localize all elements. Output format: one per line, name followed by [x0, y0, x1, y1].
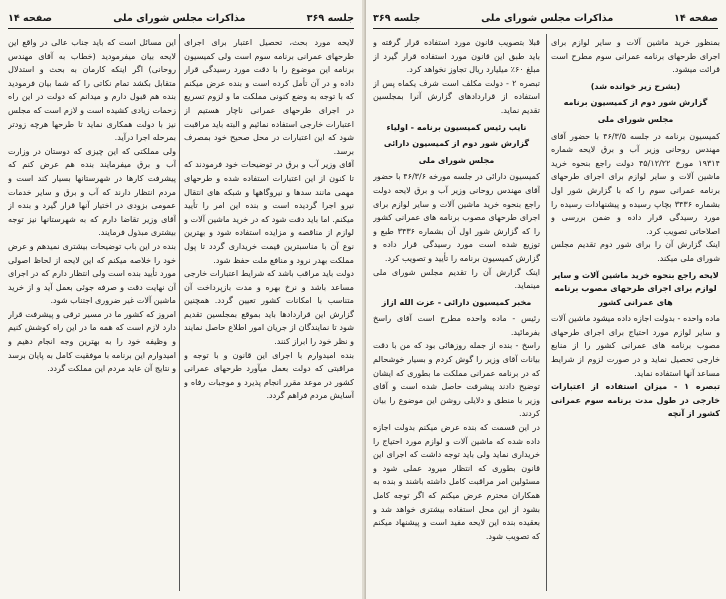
paragraph: ولی مملکتی که این چیزی که دوستان در وزارت آب و برق میفرمایند بنده هم عرض کنم که پیشرفت کارها در شهرستانها بسیار کند است و مردم انتظار دارند که آب و برق و سایر خدمات عمومی بزودی در اختیار آنها قرار گیرد و بنده از آقای وزیر تقاضا دارم که به شهرستانها نیز توجه بیشتری مبذول فرمایند. [8, 145, 176, 238]
page-title: مذاکرات مجلس شورای ملی [113, 12, 246, 24]
section-heading: گزارش شور دوم از کمیسیون برنامه [563, 97, 708, 108]
paragraph: راسخ - بنده از جمله روزهائی بود که من با دقت بیانات آقای وزیر را گوش کردم و بسیار خوشحالم که در برنامه عمرانی مملکت ما بطوری که ایشان توضیح دادند پیشرفت حاصل شده است و آقای وزیر با منطق و دلایلی روشن این موضوع را بیان کردند. [373, 340, 540, 419]
section-heading: مجلس شورای ملی [597, 113, 674, 124]
paragraph: دولت باید مراقب باشد که شرایط اعتبارات خارجی مساعد باشد و نرخ بهره و مدت بازپرداخت آن متناسب با امکانات کشور تعیین گردد. همچنین گزارش این قراردادها باید بموقع بمجلسین تقدیم شود تا نمایندگان از جریان امور اطلاع حاصل نمایند و نظر خود را ابراز کنند. [184, 268, 354, 347]
paragraph: کمیسیون دارائی در جلسه مورخه ۴۶/۳/۶ با حضور آقای مهندس روحانی وزیر آب و برق لایحه دولت راجع بنحوه خرید ماشین آلات و سایر لوازم برای اجرای طرحهای مصوب برنامه های عمرانی کشور را که گزارش شور اول آن بشماره ۳۴۳۶ طبع و توزیع شده است مورد رسیدگی قرار داده و گزارش کمیسیون برنامه را تأیید و تصویب کرد. [373, 171, 540, 263]
paragraph: بنده در این باب توضیحات بیشتری نمیدهم و عرض خود را خلاصه میکنم که این لایحه از لحاظ اصولی مورد تأیید بنده است ولی انتظار دارم که در اجرای آن نهایت دقت و صرفه جوئی بعمل آید و از خرید ماشین آلات غیر ضروری اجتناب شود. [8, 240, 176, 306]
column-divider [546, 34, 547, 591]
session-number: جلسه ۳۶۹ [373, 12, 421, 24]
paragraph: لایحه مورد بحث، تحصیل اعتبار برای اجرای طرحهای عمرانی برنامه سوم است ولی کمیسیون برنامه این موضوع را با دقت مورد رسیدگی قرار داده و در آن تأمل کرده است و بنده عرض میکنم که با توجه به وضع کنونی مملکت ما و لزوم تسریع در اجرای طرحهای عمرانی ناچار هستیم از اعتبارات خارجی استفاده نمائیم و البته باید مراقبت شود که این اعتبارات در محل صحیح خود بمصرف برسد. [184, 37, 354, 156]
page-header [8, 8, 354, 29]
page-number: صفحه ۱۴ [8, 12, 52, 24]
paragraph: این مسائل است که باید جناب عالی در واقع این لایحه بیان میفرمودید (خطاب به آقای مهندس روحانی) اگر اینکه کارمان به بحث و استدلال متقابل بکشد تمام نکاتی را که شما بیان فرمودید بنده هم قبول دارم و میدانم که دولت در این راه زحمات زیادی کشیده است و لازم است که مجلس نیز با دولت همکاری نماید تا طرحها هرچه زودتر بمرحله اجرا درآید. [8, 37, 176, 143]
signature-line: نایب رئیس کمیسیون برنامه - اولیاء [386, 121, 527, 132]
paragraph: در این قسمت که بنده عرض میکنم بدولت اجازه داده شده که ماشین آلات و لوازم مورد احتیاج را خریداری نماید ولی باید توجه داشت که اجرای این قانون بطوری که انتظار میرود عملی شود و مسئولین امر مراقبت کامل داشته باشند و بنده به همکاران محترم عرض میکنم که اگر توجه کامل بشود از این محل استفاده بیشتری خواهد شد و بعقیده بنده این لایحه مفید است و پیشنهاد میکنم که تصویب شود. [373, 422, 540, 541]
session-number: جلسه ۳۶۹ [306, 12, 354, 24]
paragraph: اینک گزارش آن را تقدیم مجلس شورای ملی مینماید. [373, 266, 540, 291]
text-column-1 [551, 36, 720, 593]
note: (بشرح زیر خوانده شد) [590, 80, 681, 91]
column-divider [179, 34, 180, 591]
page-header [373, 8, 718, 29]
paragraph: قبلا بتصویب قانون مورد استفاده قرار گرفته و باید طبق این قانون مورد استفاده قرار گیرد از مبلغ ۶۰٪ میلیارد ریال تجاوز نخواهد کرد. [373, 37, 540, 75]
paragraph: امروز که کشور ما در مسیر ترقی و پیشرفت قرار دارد لازم است که همه ما در این راه کوشش کنیم و وظیفه خود را به بهترین وجه انجام دهیم و امیدوارم این برنامه با موفقیت کامل به پایان برسد و نتایج آن عاید مردم این مملکت گردد. [8, 308, 176, 374]
paragraph: آقای وزیر آب و برق در توضیحات خود فرمودند که تا کنون از این اعتبارات استفاده شده و طرحهای مهمی مانند سدها و نیروگاهها و شبکه های انتقال نیرو اجرا گردیده است و بنده این امر را تأیید میکنم. اما باید دقت شود که در خرید ماشین آلات و لوازم از مناقصه و مزایده استفاده شود و بهترین نوع آن با مناسبترین قیمت خریداری گردد تا پول مملکت بهدر نرود و منافع ملت حفظ شود. [184, 159, 354, 265]
page-title: مذاکرات مجلس شورای ملی [481, 12, 614, 24]
section-heading: لایحه راجع بنحوه خرید ماشین آلات و سایر لوازم برای اجرای طرحهای مصوب برنامه های عمرانی کشور [552, 269, 719, 307]
text-column-2 [8, 36, 176, 593]
section-heading: گزارش شور دوم از کمیسیون دارائی [383, 138, 530, 149]
signature-line: مخبر کمیسیون دارائی - عزت الله ازاز [381, 296, 532, 307]
paragraph: رئیس - ماده واحده مطرح است آقای راسخ بفرمائید. [373, 313, 540, 337]
paragraph: اینک گزارش آن را برای شور دوم تقدیم مجلس شورای ملی میکند. [551, 239, 720, 263]
paragraph: ماده واحده - بدولت اجازه داده میشود ماشین آلات و سایر لوازم مورد احتیاج برای اجرای طرحهای مصوب برنامه های عمرانی کشور را از منابع خارجی تحصیل نماید و در صورت لزوم از شرایط مساعد آنها استفاده نماید. [551, 313, 720, 378]
paragraph: بمنظور خرید ماشین آلات و سایر لوازم برای اجرای طرحهای برنامه عمرانی سوم مطرح است قرائت میشود. [551, 37, 720, 75]
paragraph: بنده امیدوارم با اجرای این قانون و با توجه و مراقبتی که دولت بعمل میآورد طرحهای عمرانی کشور در موعد مقرر انجام پذیرد و موجبات رفاه و آسایش مردم فراهم گردد. [184, 349, 354, 401]
paragraph: کمیسیون برنامه در جلسه ۴۶/۳/۵ با حضور آقای مهندس روحانی وزیر آب و برق لایحه شماره ۱۹۳۱۴ مورخ ۴۵/۱۲/۲۲ دولت راجع بنحوه خرید ماشین آلات و سایر لوازم برای اجرای طرحهای برنامه عمرانی سوم را که با گزارش شور اول بشماره ۳۴۳۶ بچاپ رسیده و پیشنهادات رسیده را مورد رسیدگی قرار داده و ضمن بررسی و اصلاحاتی تصویب کرد. [551, 130, 720, 236]
paragraph: تبصره ۲ - دولت مکلف است شرف یکماه پس از استفاده از قراردادهای گزارش آنرا بمجلسین تقدیم نماید. [373, 77, 540, 115]
paragraph: تبصره ۱ - میزان استفاده از اعتبارات خارجی در طول مدت برنامه سوم عمرانی کشور از آنچه [551, 381, 720, 419]
section-heading: مجلس شورای ملی [418, 154, 495, 165]
left-page [0, 0, 362, 599]
right-page [365, 0, 726, 599]
page-number: صفحه ۱۴ [674, 12, 718, 24]
text-column-2 [373, 36, 540, 593]
text-column-1 [184, 36, 354, 593]
